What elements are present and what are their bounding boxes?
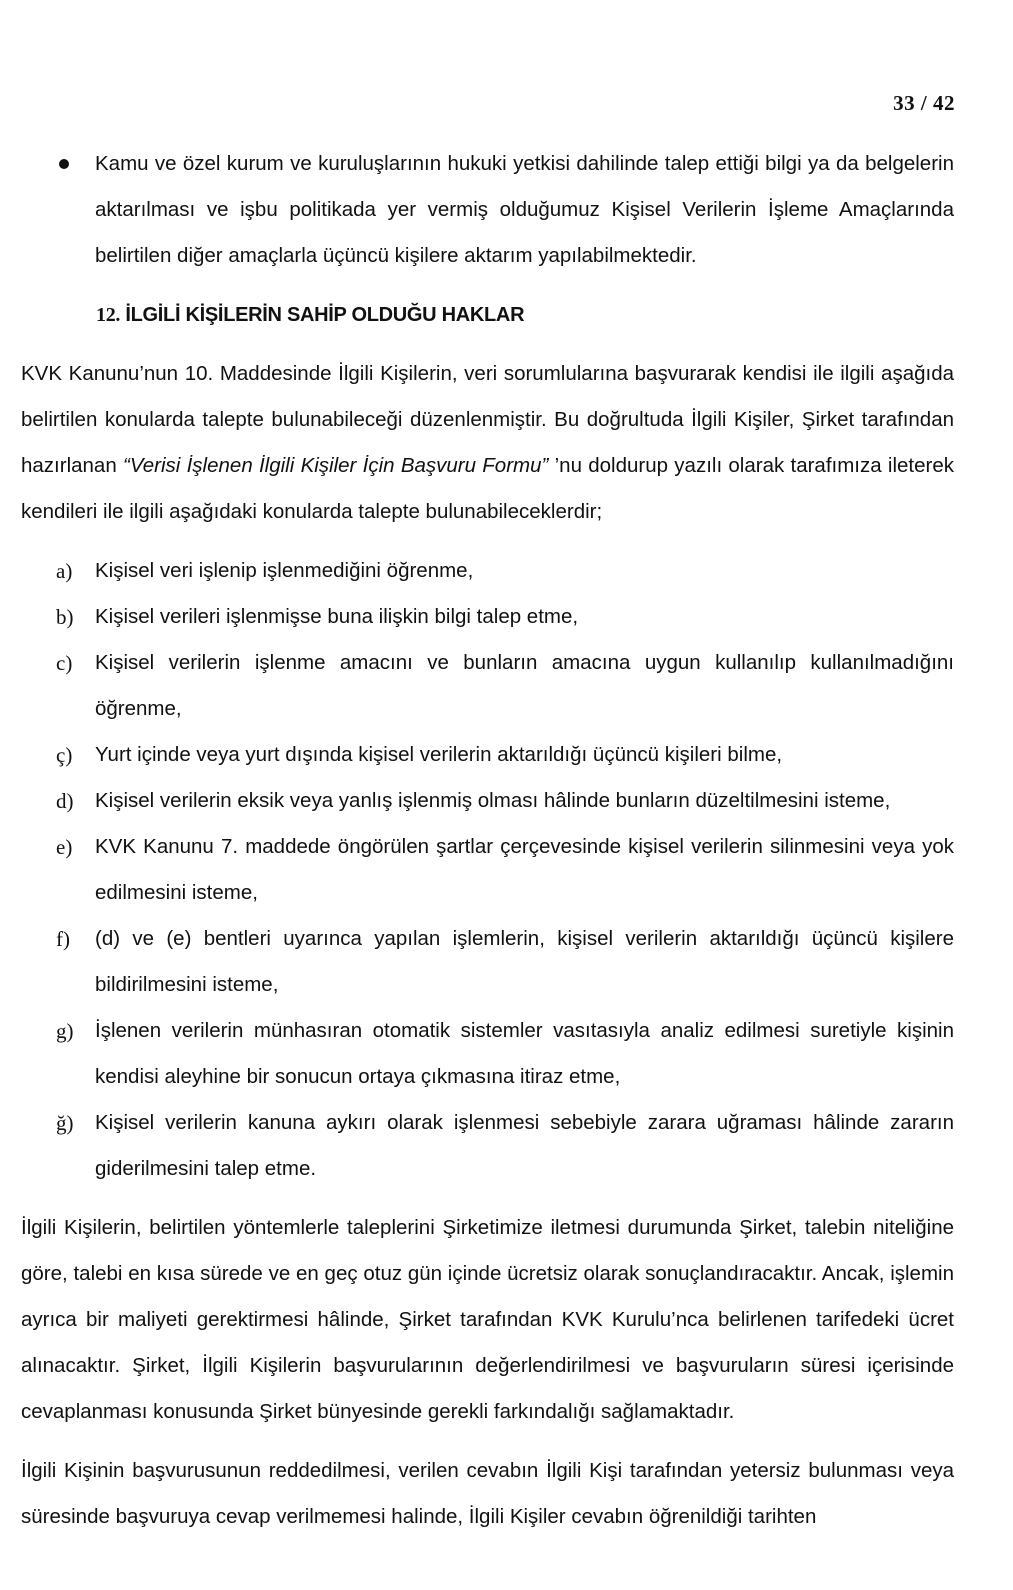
page-separator: /	[920, 91, 928, 115]
list-marker: b)	[56, 605, 74, 629]
list-item	[21, 732, 954, 778]
bullet-text: Kamu ve özel kurum ve kuruluşlarının hukuki yetkisi dahilinde talep ettiği bilgi ya da belgelerin aktarılması ve işbu politikada yer vermiş olduğumuz Kişisel Verilerin İşleme Amaçlarında belirtilen diğer amaçlarla üçüncü kişilere aktarım yapılabilmektedir.	[95, 152, 954, 267]
list-marker: a)	[56, 559, 73, 583]
intro-text-2: ’nu doldurup yazılı olarak tarafımıza ileterek kendileri ile ilgili aşağıdaki konularda talepte bulunabileceklerdir;	[21, 454, 954, 523]
form-name: “Verisi İşlenen İlgili Kişiler İçin Başvuru Formu”	[123, 454, 555, 477]
list-text: KVK Kanunu 7. maddede öngörülen şartlar çerçevesinde kişisel verilerin silinmesini veya yok edilmesini isteme,	[95, 835, 954, 904]
list-text: Kişisel verileri işlenmişse buna ilişkin bilgi talep etme,	[95, 605, 579, 628]
response-paragraph: İlgili Kişilerin, belirtilen yöntemlerle taleplerini Şirketimize iletmesi durumunda Şirket, talebin niteliğine göre, talebi en kısa sürede ve en geç otuz gün içinde ücretsiz olarak sonuçlandıracaktır. Ancak, işlemin ayrıca bir maliyeti gerektirmesi hâlinde, Şirket tarafından KVK Kurulu’nca belirlenen tarifedeki ücret alınacaktır. Şirket, İlgili Kişilerin başvurularının değerlendirilmesi ve başvuruların süresi içerisinde cevaplanması konusunda Şirket bünyesinde gerekli farkındalığı sağlamaktadır.	[21, 1216, 954, 1423]
list-text: Kişisel verilerin eksik veya yanlış işlenmiş olması hâlinde bunların düzeltilmesini isteme,	[95, 789, 891, 812]
list-marker: g)	[56, 1019, 74, 1043]
list-item	[21, 640, 954, 732]
list-text: Kişisel veri işlenip işlenmediğini öğrenme,	[95, 559, 474, 582]
list-text: Yurt içinde veya yurt dışında kişisel verilerin aktarıldığı üçüncü kişileri bilme,	[95, 743, 783, 766]
intro-text-1: KVK Kanunu’nun 10. Maddesinde İlgili Kişilerin, veri sorumlularına başvurarak kendisi ile ilgili aşağıda belirtilen konularda talepte bulunabileceği düzenlenmiştir. Bu doğrultuda İlgili Kişiler, Şirket tarafından hazırlanan	[21, 362, 954, 477]
list-text: Kişisel verilerin işlenme amacını ve bunların amacına uygun kullanılıp kullanılmadığını öğrenme,	[95, 651, 954, 720]
list-marker: e)	[56, 835, 73, 859]
list-marker: f)	[56, 927, 70, 951]
bullet-dot-icon	[59, 159, 69, 169]
rights-list	[21, 548, 954, 1192]
list-marker: d)	[56, 789, 74, 813]
list-item	[21, 778, 954, 824]
list-item	[21, 824, 954, 916]
section-number: 12.	[96, 304, 121, 326]
list-text: Kişisel verilerin kanuna aykırı olarak işlenmesi sebebiyle zarara uğraması hâlinde zararın giderilmesini talep etme.	[95, 1111, 954, 1180]
list-marker: ç)	[56, 743, 73, 767]
page-current: 33	[893, 91, 916, 115]
list-item	[21, 594, 954, 640]
section-heading	[21, 292, 954, 338]
list-item	[21, 548, 954, 594]
list-text: (d) ve (e) bentleri uyarınca yapılan işlemlerin, kişisel verilerin aktarıldığı üçüncü kişilere bildirilmesini isteme,	[95, 927, 954, 996]
bullet-item	[21, 141, 954, 279]
list-item	[21, 916, 954, 1008]
list-marker: ğ)	[56, 1111, 74, 1135]
section-title: İLGİLİ KİŞİLERİN SAHİP OLDUĞU HAKLAR	[125, 304, 525, 326]
page-total: 42	[933, 91, 955, 115]
intro-paragraph	[21, 351, 954, 535]
list-item	[21, 1008, 954, 1100]
document-body	[21, 141, 954, 1540]
list-item	[21, 1100, 954, 1192]
rejection-paragraph: İlgili Kişinin başvurusunun reddedilmesi, verilen cevabın İlgili Kişi tarafından yetersiz bulunması veya süresinde başvuruya cevap verilmemesi halinde, İlgili Kişiler cevabın öğrenildiği tarihten	[21, 1459, 954, 1528]
list-text: İşlenen verilerin münhasıran otomatik sistemler vasıtasıyla analiz edilmesi suretiyle kişinin kendisi aleyhine bir sonucun ortaya çıkmasına itiraz etme,	[95, 1019, 954, 1088]
page-number	[893, 91, 955, 116]
list-marker: c)	[56, 651, 73, 675]
